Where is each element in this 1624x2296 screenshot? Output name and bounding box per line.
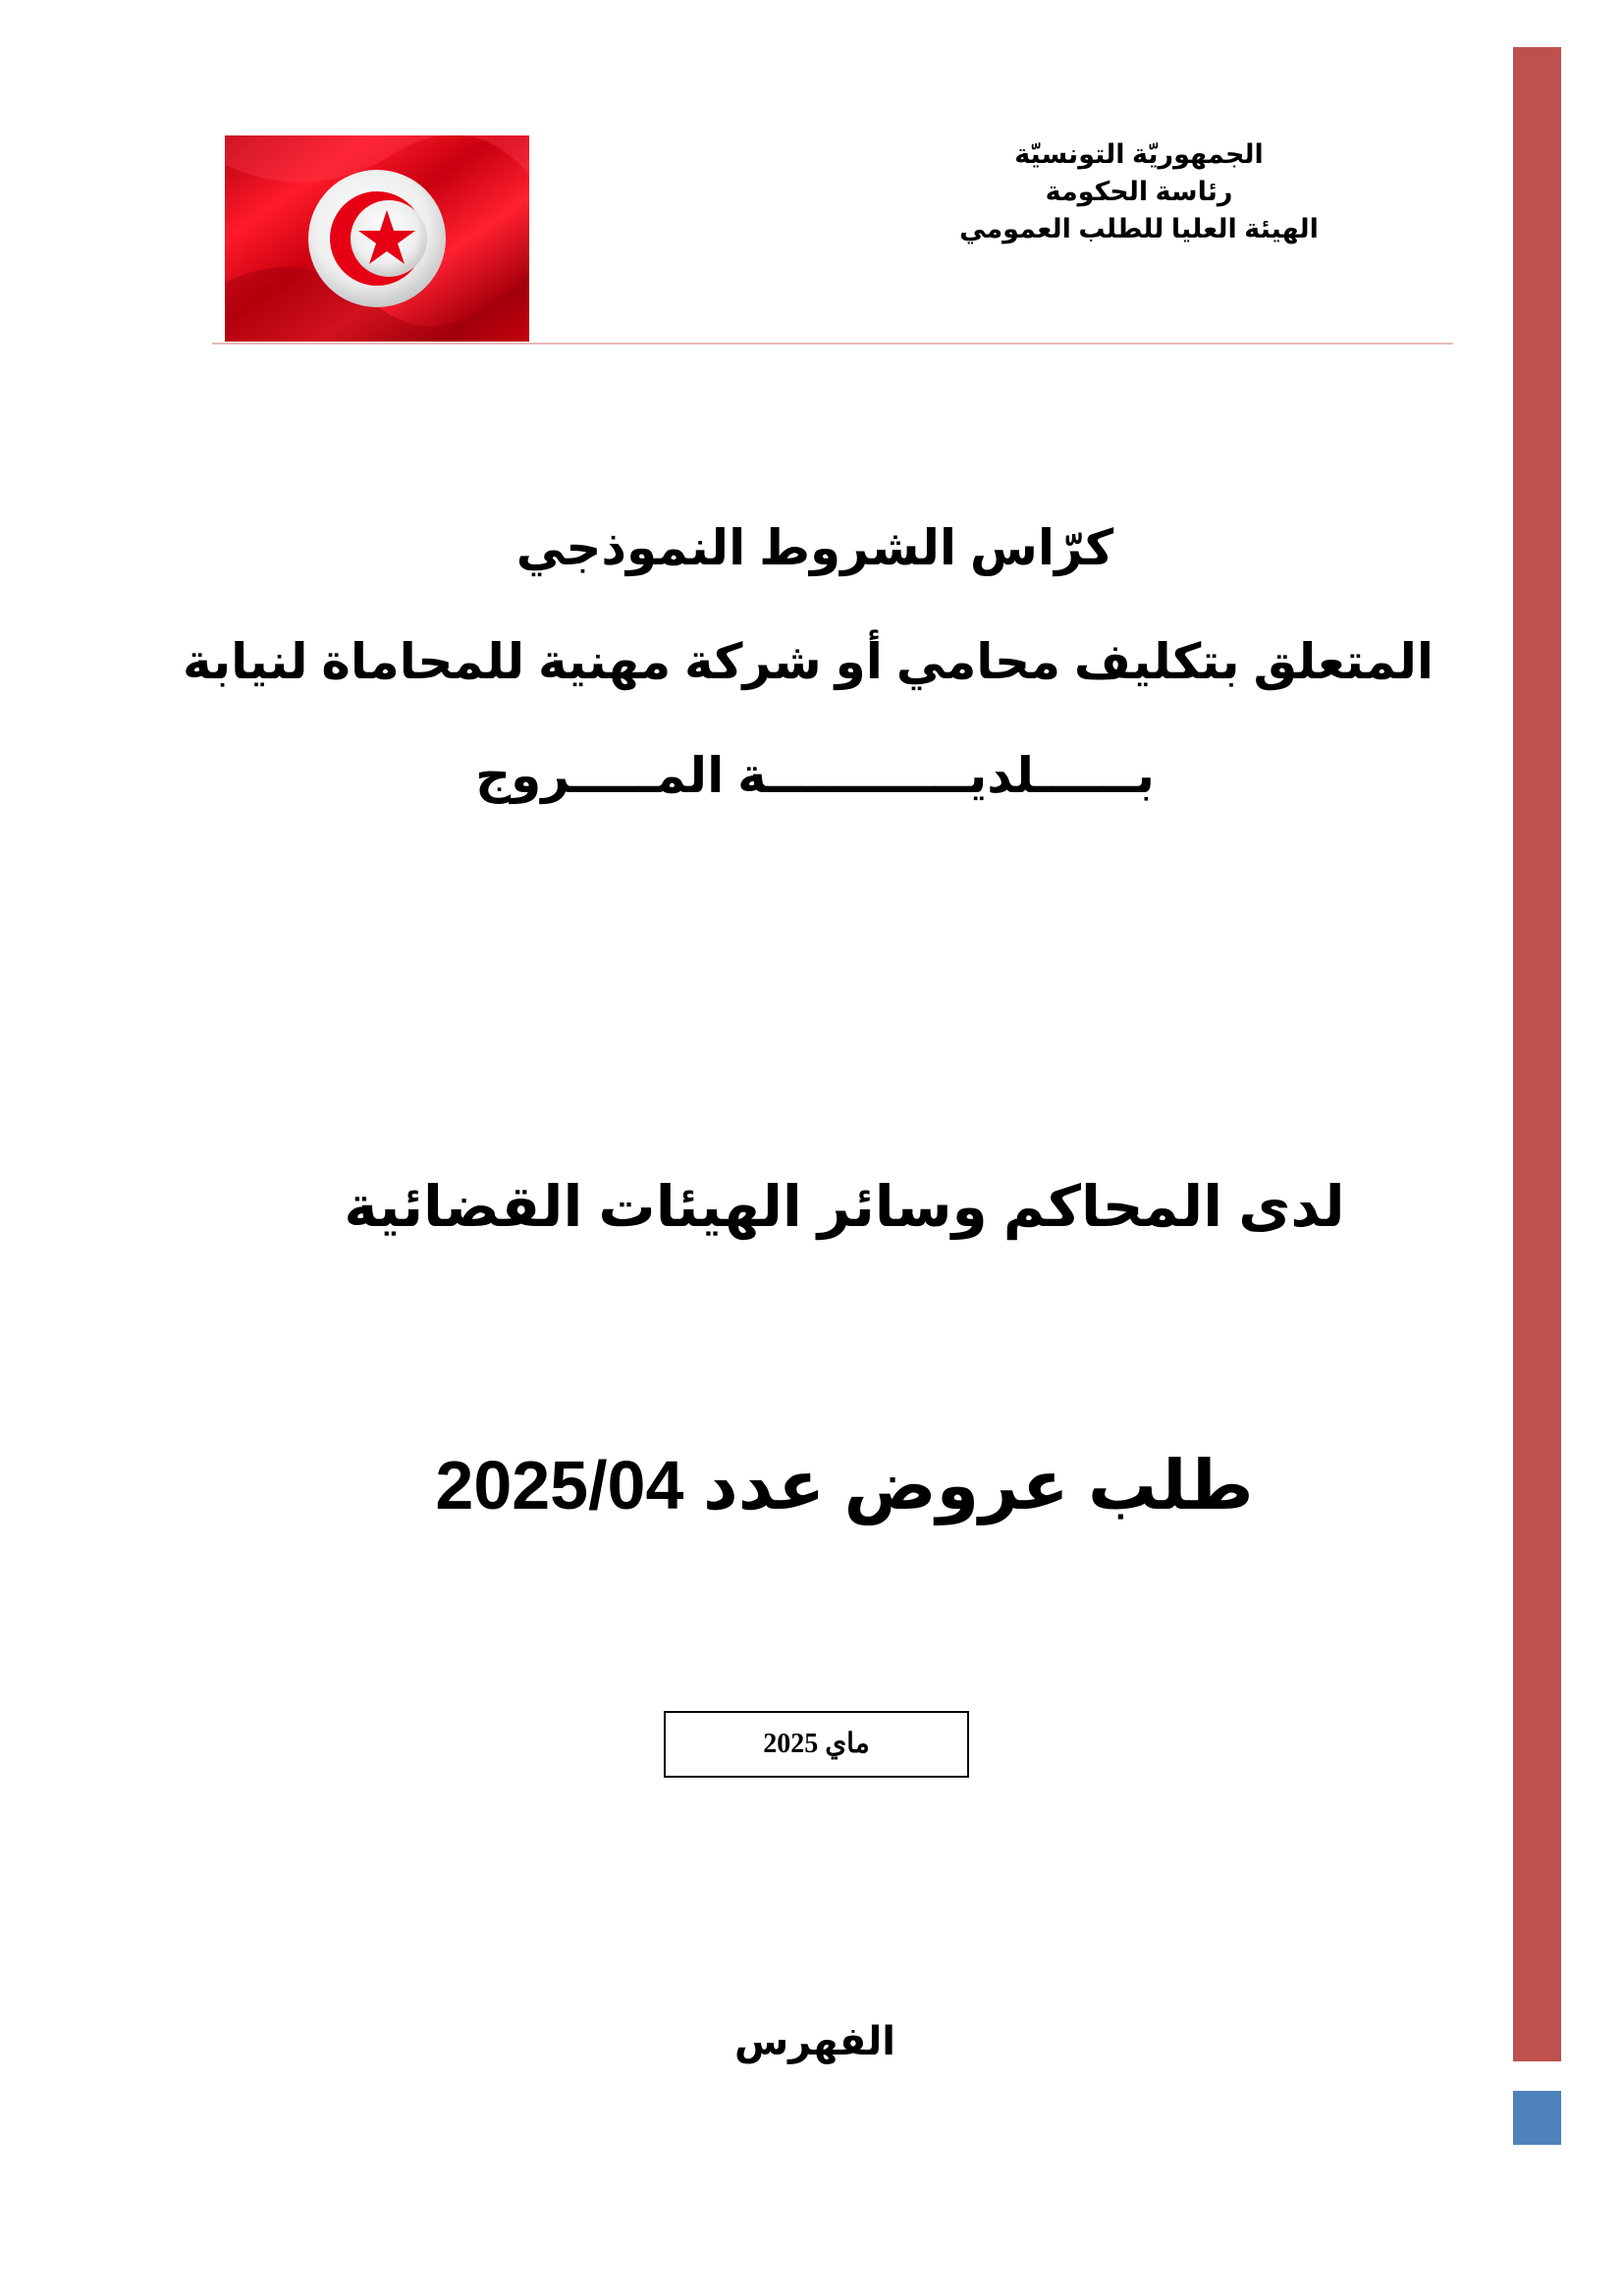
tender-number: طلب عروض عدد 2025/04 — [435, 1447, 1254, 1523]
courts-subtitle: لدى المحاكم وسائر الهيئات القضائية — [344, 1175, 1345, 1239]
issuer-authority: الهيئة العليا للطلب العمومي — [959, 214, 1319, 243]
side-bar-blue — [1513, 2091, 1561, 2145]
tunisian-flag-icon — [225, 135, 529, 342]
side-bar-red — [1513, 47, 1561, 2061]
title-line-3: بــــــلديــــــــــــة المـــــروج — [475, 748, 1155, 803]
issuer-header — [943, 135, 1335, 247]
document-title — [183, 491, 1434, 832]
title-line-2: المتعلق بتكليف محامي أو شركة مهنية للمحاماة لنيابة — [183, 634, 1434, 689]
header-divider — [212, 343, 1453, 345]
issuer-country: الجمهوريّة التونسيّة — [1014, 139, 1264, 169]
index-heading: الفهرس — [733, 2020, 895, 2063]
date-box: ماي 2025 — [664, 1711, 969, 1778]
title-line-1: كرّاس الشروط النموذجي — [515, 520, 1114, 575]
issuer-presidency: رئاسة الحكومة — [1045, 177, 1233, 206]
